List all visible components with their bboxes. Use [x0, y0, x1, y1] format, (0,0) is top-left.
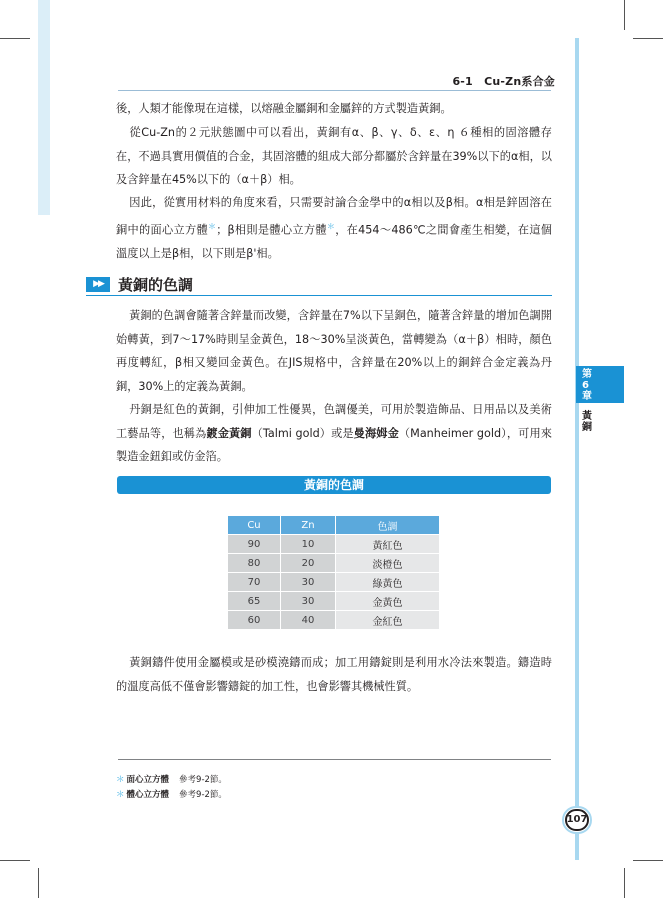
- table-cell: 金紅色: [336, 611, 440, 630]
- table-row: [228, 554, 440, 573]
- table-row: [228, 592, 440, 611]
- column-header-color: 色調: [336, 516, 440, 535]
- footnote-term: 體心立方體: [126, 790, 170, 800]
- crop-mark: [0, 38, 30, 39]
- chapter-number: 6: [582, 380, 589, 391]
- table-cell: 綠黃色: [336, 573, 440, 592]
- table-row: [228, 535, 440, 554]
- paragraph-intro-1: 後，人類才能像現在這樣，以熔融金屬銅和金屬鋅的方式製造黃銅。: [116, 102, 452, 115]
- crop-mark: [633, 860, 663, 861]
- table-cell: 30: [281, 573, 336, 592]
- crop-mark: [624, 0, 625, 30]
- footnote-rule: [118, 759, 551, 760]
- right-margin-rule: [575, 38, 579, 860]
- paragraph-section-1: 黃銅的色調會隨著含鋅量而改變，含鋅量在7%以下呈銅色，隨著含鋅量的增加色調開始轉黃，到7～17%時則呈金黃色，18～30%呈淡黃色，當轉變為（α＋β）相時，顏色再度轉紅，β相又變回金黃色。在JIS規格中，含鋅量在20%以上的銅鋅合金定義為丹銅，30%上的定義為黃銅。: [116, 309, 552, 393]
- crop-mark: [633, 38, 663, 39]
- page-number: 107: [565, 809, 589, 831]
- table-cell: 40: [281, 611, 336, 630]
- chapter-tab: [576, 366, 624, 403]
- crop-mark: [624, 868, 625, 898]
- paragraph-intro-3: 因此，從實用材料的角度來看，只需要討論合金學中的α相以及β相。α相是鋅固溶在銅中的面心立方體＊；β相則是體心立方體＊，在454～486℃之間會產生相變，在這個溫度以上是β相，以下則是β'相。: [116, 196, 552, 260]
- paragraph-section-3: 黃銅鑄件使用金屬模或是砂模澆鑄而成；加工用鑄錠則是利用水冷法來製造。鑄造時的溫度高低不僅會影響鑄錠的加工性，也會影響其機械性質。: [116, 656, 552, 693]
- double-arrow-icon: ▶▶: [86, 277, 110, 292]
- footnote-star-icon: ＊: [116, 775, 125, 785]
- table-cell: 10: [281, 535, 336, 554]
- footnote: [116, 773, 227, 785]
- table-cell: 65: [228, 592, 281, 611]
- table-row: [228, 573, 440, 592]
- section-title: 黃銅的色調: [118, 275, 194, 294]
- table-cell: 金黃色: [336, 592, 440, 611]
- table-cell: 淡橙色: [336, 554, 440, 573]
- table-cell: 90: [228, 535, 281, 554]
- chapter-label: 章: [582, 391, 592, 402]
- crop-mark: [38, 868, 39, 898]
- table-cell: 70: [228, 573, 281, 592]
- header-rule: [118, 90, 551, 91]
- chapter-title: 黃 銅: [582, 411, 592, 433]
- table-header-row: [228, 516, 440, 535]
- color-table: [228, 516, 440, 629]
- section-rule: [86, 295, 552, 296]
- table-cell: 黃紅色: [336, 535, 440, 554]
- running-header: 6-1 Cu-Zn系合金: [452, 75, 555, 88]
- footnote-ref: 參考9-2節。: [179, 775, 227, 785]
- left-margin-tab: [38, 0, 50, 215]
- paragraph-section-2: 丹銅是紅色的黃銅，引伸加工性優異，色調優美，可用於製造飾品、日用品以及美術工藝品等，也稱為鍍金黃銅（Talmi gold）或是曼海姆金（Manheimer gold），可用來製造金鈕釦或仿金箔。: [116, 403, 552, 463]
- term-mannheim-gold: 曼海姆金: [353, 426, 399, 440]
- footnote-star-icon: ＊: [116, 790, 125, 800]
- table-cell: 60: [228, 611, 281, 630]
- footnote: [116, 788, 227, 800]
- paragraph-intro-2: 從Cu-Zn的２元狀態圖中可以看出，黃銅有α、β、γ、δ、ε、η ６種相的固溶體存在，不過具實用價值的合金，其固溶體的組成大部分都屬於含鋅量在39%以下的α相，以及含鋅量在45%以下的（α＋β）相。: [116, 126, 552, 186]
- crop-mark: [0, 860, 30, 861]
- section-heading: [86, 274, 193, 294]
- table-cell: 30: [281, 592, 336, 611]
- term-gilt-brass: 鍍金黃銅: [206, 426, 252, 440]
- footnote-ref: 參考9-2節。: [179, 790, 227, 800]
- footnote-star-icon: ＊: [326, 221, 336, 231]
- footnote-term: 面心立方體: [126, 775, 170, 785]
- footnote-star-icon: ＊: [207, 221, 217, 231]
- table-row: [228, 611, 440, 630]
- table-title: 黃銅的色調: [117, 476, 551, 494]
- table-cell: 20: [281, 554, 336, 573]
- column-header-zn: Zn: [281, 516, 336, 535]
- chapter-label: 第: [582, 369, 592, 380]
- table-cell: 80: [228, 554, 281, 573]
- column-header-cu: Cu: [228, 516, 281, 535]
